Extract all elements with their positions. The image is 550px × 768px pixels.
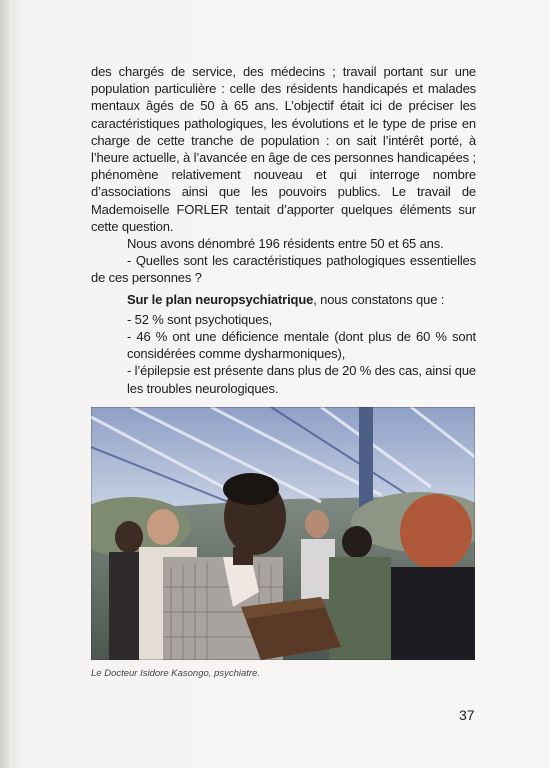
subhead-rest: , nous constatons que : [313,291,445,307]
photo-caption: Le Docteur Isidore Kasongo, psychiatre. [91,668,260,679]
list-item: - 52 % sont psychotiques, [127,311,273,327]
paragraph-question: - Quelles sont les caractéristiques pathologiques essentielles de ces personnes ? [91,253,476,286]
list-item: - 46 % ont une déficience mentale (dont plus de 60 % sont considérées comme dysharmoniques), [127,329,476,362]
paragraph-intro: des chargés de service, des médecins ; travail portant sur une population particulière : celle des résidents handicapés et malades mentaux âgés de 50 à 65 ans. L’objectif était ici de préciser les caractéristiques pathologiques, les évolutions et le type de prise en charge de cette tranche de population : on sait l’intérêt porté, à l’heure actuelle, à l’avancée en âge de ces personnes handicapées ; phénomène relativement nouveau et qui interroge nombre d’associations ainsi que les pouvoirs publics. Le travail de Mademoiselle FORLER tentait d’apporter quelques éléments sur cette question. [91,64,476,234]
section-subhead [91,291,476,308]
page-number: 37 [459,707,475,723]
list-item: - l’épilepsie est présente dans plus de 20 % des cas, ainsi que les troubles neurologiques. [127,363,476,396]
subhead-bold: Sur le plan neuropsychiatrique [127,291,314,307]
body-text [91,63,476,397]
photo-illustration [91,407,475,660]
findings-list [91,311,476,397]
paragraph-count: Nous avons dénombré 196 résidents entre 50 et 65 ans. [127,236,444,252]
photo [91,407,475,660]
